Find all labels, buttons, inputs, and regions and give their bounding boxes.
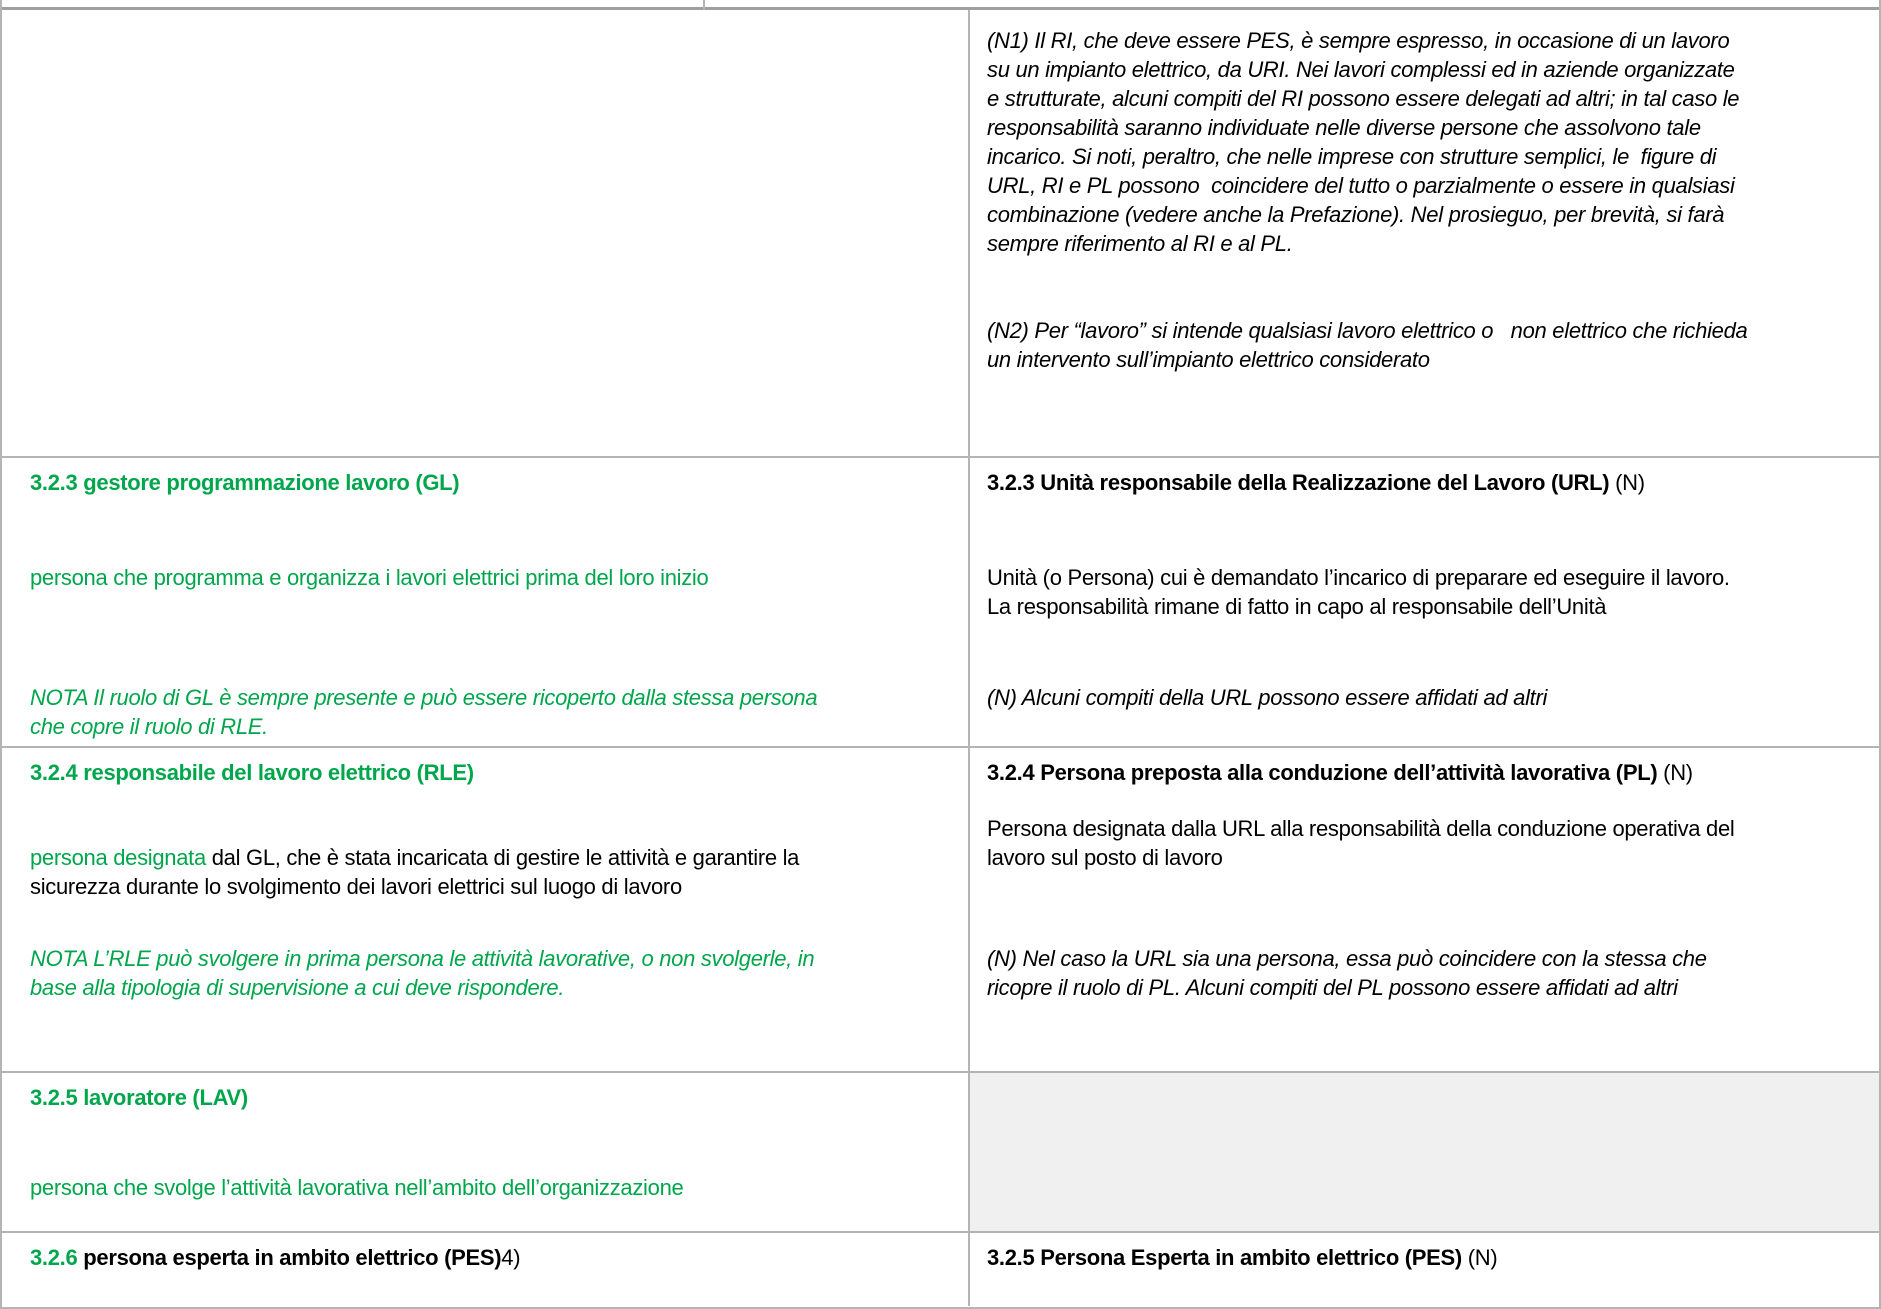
term-heading-url [987, 468, 1749, 497]
term-note-pl: (N) Nel caso la URL sia una persona, essa può coincidere con la stessa che ricopre il ruolo di PL. Alcuni compiti del PL possono essere affidati ad altri [987, 946, 1713, 1000]
term-heading-pes-old-bold: 3.2.5 Persona Esperta in ambito elettrico (PES) [987, 1245, 1462, 1270]
term-heading-pes-new [30, 1243, 818, 1272]
cell-right-general-notes [970, 10, 1879, 456]
cell-right-326 [970, 1233, 1879, 1306]
term-definition-pl: Persona designata dalla URL alla responsabilità della conduzione operativa del lavoro sul posto di lavoro [987, 816, 1741, 870]
cell-right-323 [970, 458, 1879, 746]
term-heading-lav: 3.2.5 lavoratore (LAV) [30, 1085, 248, 1110]
table-row-324 [2, 748, 1879, 1073]
term-heading-url-suffix: (N) [1609, 470, 1645, 495]
term-heading-pl-suffix: (N) [1657, 760, 1693, 785]
table-row-general-notes [2, 10, 1879, 458]
cell-left-324 [2, 748, 970, 1071]
term-definition-gl: persona che programma e organizza i lavori elettrici prima del loro inizio [30, 565, 709, 590]
note-n1: (N1) Il RI, che deve essere PES, è sempre espresso, in occasione di un lavoro su un impianto elettrico, da URI. Nei lavori complessi ed in aziende organizzate e strutturate, alcuni compiti del RI possono essere delegati ad altri; in tal caso le responsabilità saranno individuate nelle diverse persone che assolvono tale incarico. Si noti, peraltro, che nelle imprese con strutture semplici, le figure di URL, RI e PL possono coincidere del tutto o parzialmente o essere in qualsiasi combinazione (vedere anche la Prefazione). Nel prosieguo, per brevità, si farà sempre riferimento al RI e al PL. [987, 28, 1746, 256]
note-n2: (N2) Per “lavoro” si intende qualsiasi lavoro elettrico o non elettrico che richieda un intervento sull’impianto elettrico considerato [987, 318, 1754, 372]
table-row-323 [2, 458, 1879, 748]
term-heading-pes-footnote-ref: 4) [501, 1245, 521, 1270]
term-heading-pes-text: persona esperta in ambito elettrico (PES) [77, 1245, 502, 1270]
cell-right-325-shaded-empty [970, 1073, 1879, 1231]
term-note-url: (N) Alcuni compiti della URL possono essere affidati ad altri [987, 685, 1548, 710]
term-heading-rle: 3.2.4 responsabile del lavoro elettrico (RLE) [30, 760, 474, 785]
term-definition-rle-green: persona designata [30, 845, 206, 870]
cell-right-324 [970, 748, 1879, 1071]
previous-row-column-divider [703, 0, 705, 10]
term-definition-rle-rest: dal GL, che è stata incaricata di gestire le attività e garantire la sicurezza durante lo svolgimento dei lavori elettrici sul luogo di lavoro [30, 845, 805, 899]
term-heading-pl [987, 758, 1749, 787]
term-heading-gl: 3.2.3 gestore programmazione lavoro (GL) [30, 470, 460, 495]
term-heading-pes-old-suffix: (N) [1461, 1245, 1498, 1270]
cell-left-323 [2, 458, 970, 746]
previous-row-remnant [2, 0, 1879, 10]
comparison-table [2, 10, 1879, 1306]
term-note-rle: NOTA L’RLE può svolgere in prima persona le attività lavorative, o non svolgerle, in base alla tipologia di supervisione a cui deve rispondere. [30, 946, 821, 1000]
term-heading-pes-number: 3.2.6 [30, 1245, 78, 1270]
term-definition-lav: persona che svolge l’attività lavorativa nell’ambito dell’organizzazione [30, 1175, 684, 1200]
term-heading-url-bold: 3.2.3 Unità responsabile della Realizzazione del Lavoro (URL) [987, 470, 1610, 495]
term-note-gl: NOTA Il ruolo di GL è sempre presente e può essere ricoperto dalla stessa persona che copre il ruolo di RLE. [30, 685, 824, 739]
cell-left-325 [2, 1073, 970, 1231]
table-row-326 [2, 1233, 1879, 1306]
cell-left-326 [2, 1233, 970, 1306]
cell-left-empty [2, 10, 970, 456]
term-definition-url: Unità (o Persona) cui è demandato l’incarico di preparare ed eseguire il lavoro. La responsabilità rimane di fatto in capo al responsabile dell’Unità [987, 565, 1736, 619]
term-heading-pes-old [987, 1243, 1749, 1272]
term-heading-pl-bold: 3.2.4 Persona preposta alla conduzione dell’attività lavorativa (PL) [987, 760, 1658, 785]
table-row-325 [2, 1073, 1879, 1233]
term-definition-rle [30, 843, 818, 901]
